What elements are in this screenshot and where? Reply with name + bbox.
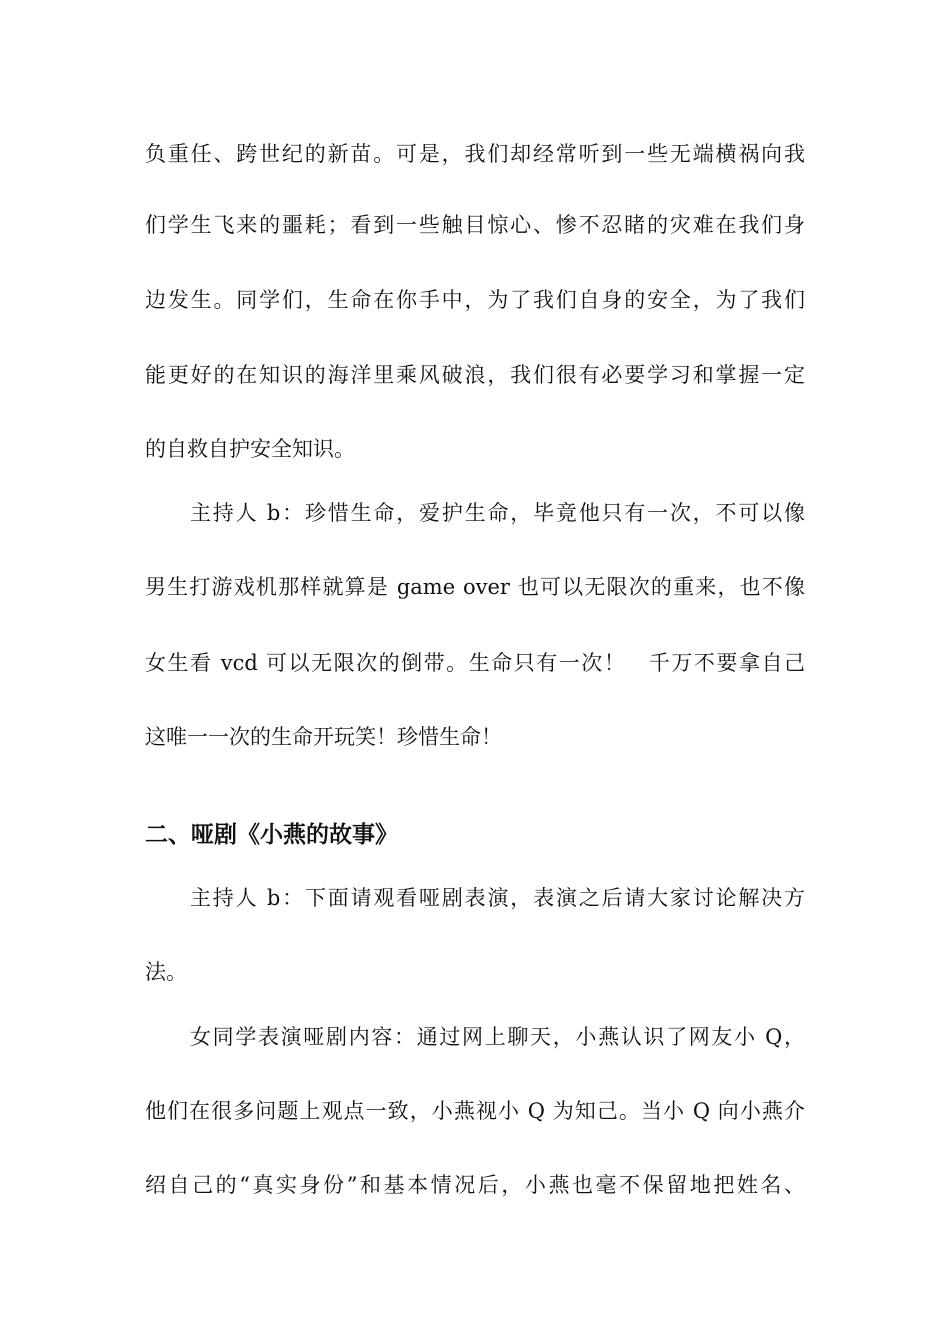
paragraph-line: 女同学表演哑剧内容：通过网上聊天，小燕认识了网友小 Q， — [190, 1025, 805, 1049]
paragraph-line: 这唯一一次的生命开玩笑！珍惜生命！ — [145, 725, 502, 749]
paragraph-line: 们学生飞来的噩耗；看到一些触目惊心、惨不忍睹的灾难在我们身 — [145, 213, 805, 237]
paragraph-line: 的自救自护安全知识。 — [145, 437, 355, 461]
paragraph-line: 绍自己的“真实身份”和基本情况后，小燕也毫不保留地把姓名、 — [145, 1173, 805, 1197]
paragraph-line: 边发生。同学们，生命在你手中，为了我们自身的安全，为了我们 — [145, 288, 805, 312]
paragraph-line: 女生看 vcd 可以无限次的倒带。生命只有一次！ 千万不要拿自己 — [145, 651, 805, 675]
section-heading: 二、哑剧《小燕的故事》 — [145, 822, 398, 848]
paragraph-line: 男生打游戏机那样就算是 game over 也可以无限次的重来，也不像 — [145, 575, 805, 599]
paragraph-line: 负重任、跨世纪的新苗。可是，我们却经常听到一些无端横祸向我 — [145, 142, 805, 166]
paragraph-line: 他们在很多问题上观点一致，小燕视小 Q 为知己。当小 Q 向小燕介 — [145, 1099, 805, 1123]
paragraph-line: 主持人 b：珍惜生命，爱护生命，毕竟他只有一次，不可以像 — [190, 501, 805, 525]
paragraph-line: 主持人 b：下面请观看哑剧表演，表演之后请大家讨论解决方 — [190, 886, 805, 910]
paragraph-line: 能更好的在知识的海洋里乘风破浪，我们很有必要学习和掌握一定 — [145, 363, 805, 387]
paragraph-line: 法。 — [145, 960, 187, 984]
